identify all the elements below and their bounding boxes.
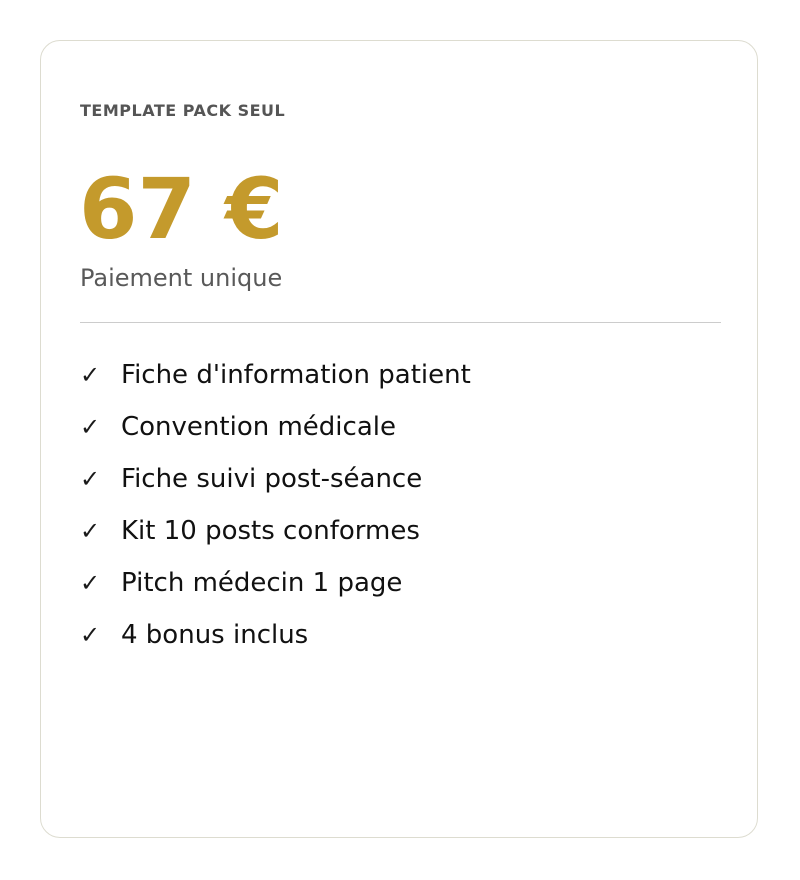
- check-icon: ✓: [80, 465, 101, 493]
- feature-label: 4 bonus inclus: [121, 620, 309, 650]
- plan-name: TEMPLATE PACK SEUL: [80, 101, 286, 120]
- check-icon: ✓: [80, 569, 101, 597]
- price: 67 €: [79, 160, 284, 258]
- feature-item: [80, 609, 471, 661]
- payment-type: Paiement unique: [80, 264, 283, 292]
- feature-item: [80, 453, 471, 505]
- feature-label: Fiche suivi post-séance: [121, 464, 423, 494]
- feature-item: [80, 349, 471, 401]
- check-icon: ✓: [80, 361, 101, 389]
- check-icon: ✓: [80, 621, 101, 649]
- feature-label: Kit 10 posts conformes: [121, 516, 420, 546]
- feature-item: [80, 401, 471, 453]
- feature-item: [80, 505, 471, 557]
- feature-label: Fiche d'information patient: [121, 360, 471, 390]
- check-icon: ✓: [80, 413, 101, 441]
- pricing-card: [40, 40, 758, 838]
- feature-list: [80, 349, 471, 661]
- feature-label: Convention médicale: [121, 412, 396, 442]
- check-icon: ✓: [80, 517, 101, 545]
- feature-item: [80, 557, 471, 609]
- feature-label: Pitch médecin 1 page: [121, 568, 403, 598]
- divider: [80, 322, 721, 323]
